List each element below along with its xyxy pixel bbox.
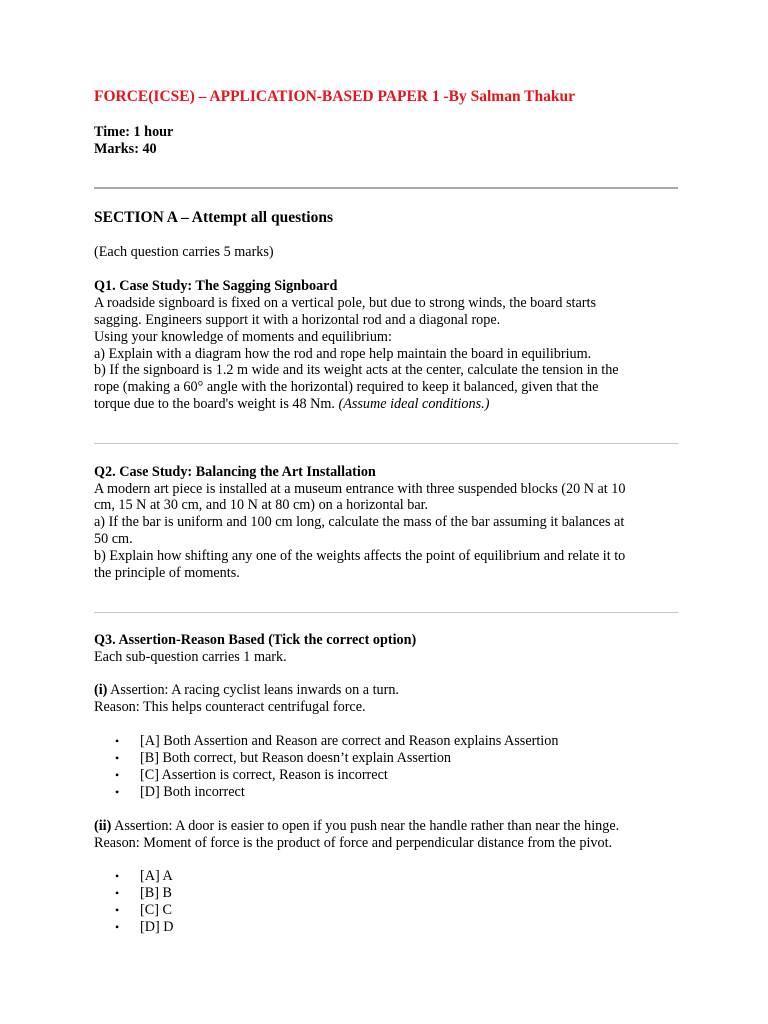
- section-heading: SECTION A – Attempt all questions: [94, 209, 334, 226]
- q2-line: cm, 15 N at 30 cm, and 10 N at 80 cm) on a horizontal bar.: [94, 497, 429, 513]
- q1-line: Using your knowledge of moments and equilibrium:: [94, 329, 392, 345]
- divider: [94, 443, 678, 444]
- q3-part-ii-reason: Reason: Moment of force is the product of force and perpendicular distance from the pivot.: [94, 835, 613, 851]
- bullet-icon: •: [115, 734, 120, 748]
- q2-line: A modern art piece is installed at a museum entrance with three suspended blocks (20 N at 10: [94, 481, 626, 497]
- q3-part-ii-assertion: [94, 818, 619, 835]
- marks-label: Marks: 40: [94, 141, 157, 157]
- q2-line: a) If the bar is uniform and 100 cm long, calculate the mass of the bar assuming it balances at: [94, 514, 625, 530]
- option-b[interactable]: [B] B: [140, 885, 172, 901]
- bullet-icon: •: [115, 751, 120, 765]
- option-c[interactable]: [C] C: [140, 902, 172, 918]
- q3-intro: Each sub-question carries 1 mark.: [94, 649, 287, 665]
- bullet-icon: •: [115, 768, 120, 782]
- q1-line: sagging. Engineers support it with a horizontal rod and a diagonal rope.: [94, 312, 501, 328]
- option-c[interactable]: [C] Assertion is correct, Reason is incorrect: [140, 767, 388, 783]
- option-d[interactable]: [D] Both incorrect: [140, 784, 245, 800]
- paper-title: FORCE(ICSE) – APPLICATION-BASED PAPER 1 -By Salman Thakur: [94, 88, 575, 105]
- q2-line: 50 cm.: [94, 531, 133, 547]
- q2-title: Q2. Case Study: Balancing the Art Installation: [94, 464, 376, 480]
- q1-line: b) If the signboard is 1.2 m wide and its weight acts at the center, calculate the tension in the: [94, 362, 619, 378]
- bullet-icon: •: [115, 785, 120, 799]
- q1-title: Q1. Case Study: The Sagging Signboard: [94, 278, 338, 294]
- bullet-icon: •: [115, 869, 120, 883]
- option-a[interactable]: [A] A: [140, 868, 173, 884]
- q1-line: a) Explain with a diagram how the rod and rope help maintain the board in equilibrium.: [94, 346, 592, 362]
- q1-assumption: (Assume ideal conditions.): [338, 396, 490, 412]
- bullet-icon: •: [115, 920, 120, 934]
- q3-part-i-reason: Reason: This helps counteract centrifugal force.: [94, 699, 366, 715]
- divider: [94, 612, 678, 613]
- option-a[interactable]: [A] Both Assertion and Reason are correct and Reason explains Assertion: [140, 733, 559, 749]
- q1-line: [94, 396, 489, 413]
- option-b[interactable]: [B] Both correct, but Reason doesn’t explain Assertion: [140, 750, 452, 766]
- bullet-icon: •: [115, 886, 120, 900]
- q1-last-text: torque due to the board's weight is 48 Nm.: [94, 396, 339, 412]
- time-label: Time: 1 hour: [94, 124, 174, 140]
- assertion-text: Assertion: A door is easier to open if you push near the handle rather than near the hinge.: [111, 818, 620, 834]
- divider: [94, 187, 678, 189]
- assertion-text: Assertion: A racing cyclist leans inwards on a turn.: [107, 682, 399, 698]
- q3-part-i-assertion: [94, 682, 399, 699]
- part-number: (ii): [94, 818, 112, 834]
- bullet-icon: •: [115, 903, 120, 917]
- section-note: (Each question carries 5 marks): [94, 244, 274, 260]
- option-d[interactable]: [D] D: [140, 919, 174, 935]
- q2-line: the principle of moments.: [94, 565, 240, 581]
- q2-line: b) Explain how shifting any one of the weights affects the point of equilibrium and relate it to: [94, 548, 626, 564]
- q3-title: Q3. Assertion-Reason Based (Tick the correct option): [94, 632, 417, 648]
- q1-line: A roadside signboard is fixed on a vertical pole, but due to strong winds, the board starts: [94, 295, 596, 311]
- part-number: (i): [94, 682, 108, 698]
- q1-line: rope (making a 60° angle with the horizontal) required to keep it balanced, given that the: [94, 379, 599, 395]
